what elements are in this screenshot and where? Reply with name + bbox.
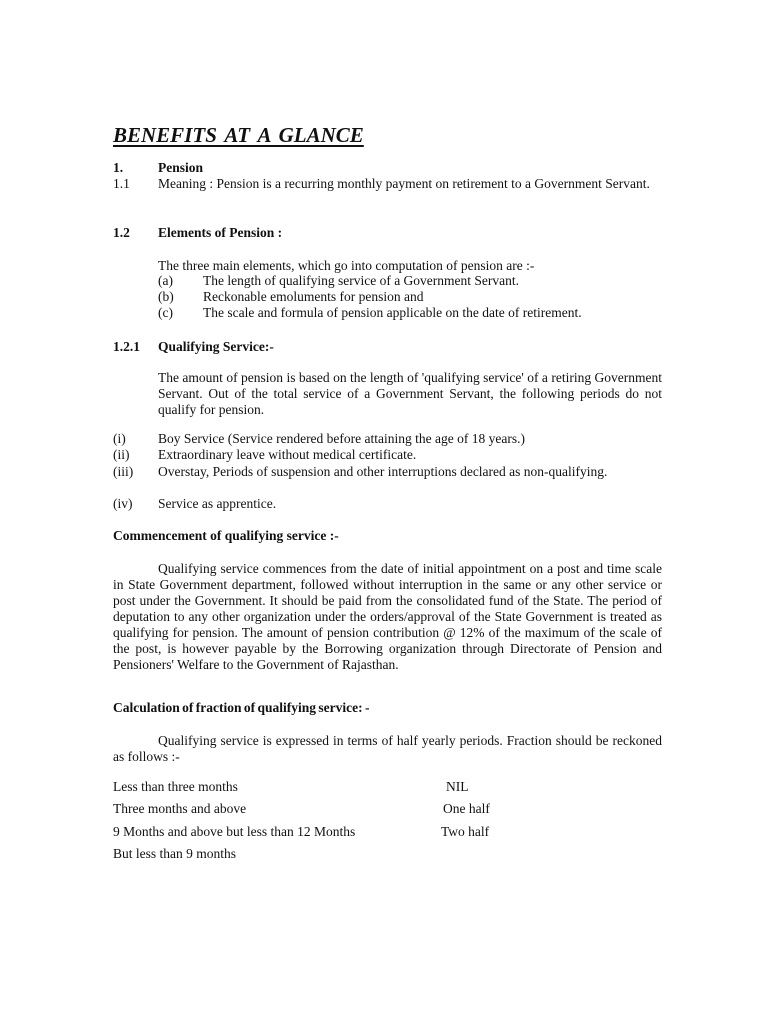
fraction-row-period: 9 Months and above but less than 12 Months: [113, 824, 356, 839]
elements-item-text: The length of qualifying service of a Government Servant.: [203, 273, 520, 288]
fraction-row-value: Two half: [441, 824, 490, 839]
fraction-paragraph: Qualifying service is expressed in terms of half yearly periods. Fraction should be reckoned as follows :-: [113, 733, 662, 764]
qualifying-item-label: (iii): [113, 464, 134, 479]
qualifying-paragraph: The amount of pension is based on the length of 'qualifying service' of a retiring Government Servant. Out of the total service of a Government Servant, the following periods do not qualify for pension.: [158, 370, 662, 417]
elements-item-label: (a): [158, 273, 173, 288]
qualifying-item-text: Overstay, Periods of suspension and other interruptions declared as non-qualifying.: [158, 464, 608, 479]
commencement-paragraph: Qualifying service commences from the date of initial appointment on a post and time scale in State Government department, followed without interruption in the same or any other service or post under the Government. It should be paid from the consolidated fund of the State. The period of deputation to any other organization under the orders/approval of the State Government is treated as qualifying for pension. The amount of pension contribution @ 12% of the maximum of the scale of the post, is however payable by the Borrowing organization through Directorate of Pension and Pensioners' Welfare to the Government of Rajasthan.: [113, 561, 662, 672]
section-1-number: 1.: [113, 160, 124, 175]
elements-item-text: The scale and formula of pension applicable on the date of retirement.: [203, 305, 582, 320]
section-1-heading: Pension: [158, 160, 204, 175]
section-1-2-heading: Elements of Pension :: [158, 225, 283, 240]
commencement-heading: Commencement of qualifying service :-: [113, 528, 339, 543]
fraction-row-period: But less than 9 months: [113, 846, 237, 861]
fraction-row-value: One half: [443, 801, 490, 816]
qualifying-item-text: Boy Service (Service rendered before attaining the age of 18 years.): [158, 431, 525, 446]
elements-intro: The three main elements, which go into computation of pension are :-: [158, 258, 535, 273]
qualifying-item-text: Service as apprentice.: [158, 496, 277, 511]
page-title: BENEFITS AT A GLANCE: [113, 123, 364, 147]
fraction-heading: Calculation of fraction of qualifying service: -: [113, 700, 370, 715]
fraction-row-value: NIL: [446, 779, 469, 794]
section-1-2-1-heading: Qualifying Service:-: [158, 339, 274, 354]
section-1-2-1-number: 1.2.1: [113, 339, 140, 354]
qualifying-item-text: Extraordinary leave without medical certificate.: [158, 447, 417, 462]
section-1-1-text: Meaning : Pension is a recurring monthly payment on retirement to a Government Servant.: [158, 176, 650, 191]
qualifying-item-label: (ii): [113, 447, 130, 462]
fraction-row-period: Less than three months: [113, 779, 238, 794]
qualifying-item-label: (iv): [113, 496, 133, 511]
elements-item-label: (b): [158, 289, 174, 304]
elements-item-label: (c): [158, 305, 173, 320]
section-1-1-number: 1.1: [113, 176, 130, 191]
section-1-2-number: 1.2: [113, 225, 130, 240]
elements-item-text: Reckonable emoluments for pension and: [203, 289, 424, 304]
fraction-row-period: Three months and above: [113, 801, 247, 816]
qualifying-item-label: (i): [113, 431, 126, 446]
